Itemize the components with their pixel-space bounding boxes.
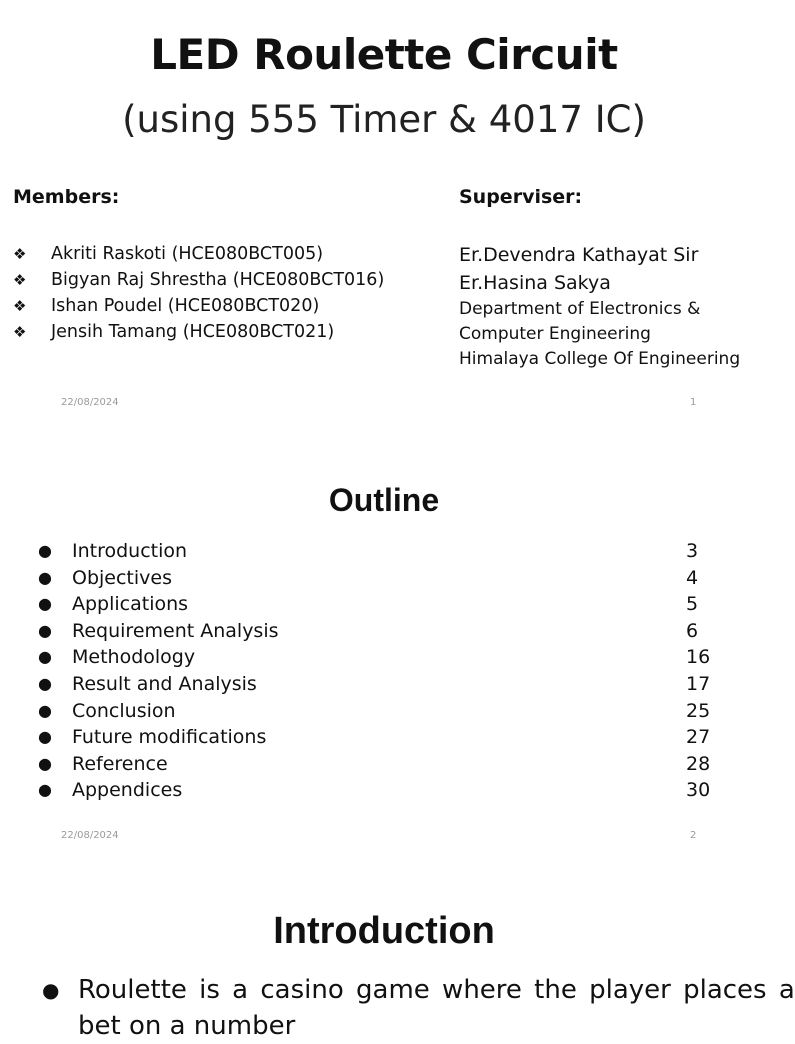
- outline-item-label: Reference: [72, 752, 168, 775]
- diamond-bullet-icon: ❖: [13, 245, 27, 263]
- dot-bullet-icon: ●: [38, 567, 52, 587]
- outline-item: [38, 644, 718, 671]
- supervisor-name: Er.Devendra Kathayat Sir: [459, 244, 699, 266]
- department-line: Department of Electronics &: [459, 299, 701, 319]
- outline-item: [38, 565, 718, 592]
- outline-item-page: 16: [686, 646, 711, 669]
- supervisor-heading: Superviser:: [459, 186, 583, 208]
- dot-bullet-icon: ●: [38, 620, 52, 640]
- outline-item-label: Conclusion: [72, 699, 176, 722]
- dot-bullet-icon: ●: [38, 647, 52, 667]
- department-line: Computer Engineering: [459, 324, 651, 344]
- member-name: Bigyan Raj Shrestha (HCE080BCT016): [51, 270, 385, 290]
- slide-number: 1: [690, 397, 697, 408]
- member-name: Ishan Poudel (HCE080BCT020): [51, 296, 320, 316]
- outline-item-label: Result and Analysis: [72, 672, 257, 695]
- outline-item: [38, 618, 718, 645]
- slide-outline: [0, 432, 768, 864]
- outline-item: [38, 591, 718, 618]
- members-heading: Members:: [13, 186, 120, 208]
- outline-item-label: Methodology: [72, 646, 196, 669]
- outline-item-page: 4: [686, 566, 699, 589]
- outline-item-label: Applications: [72, 593, 189, 616]
- member-name: Akriti Raskoti (HCE080BCT005): [51, 244, 324, 264]
- outline-item-label: Objectives: [72, 566, 172, 589]
- outline-item-page: 25: [686, 699, 711, 722]
- introduction-text-line: Roulette is a casino game where the player places a: [78, 975, 795, 1005]
- dot-bullet-icon: ●: [38, 594, 52, 614]
- members-list: [13, 241, 384, 345]
- diamond-bullet-icon: ❖: [13, 297, 27, 315]
- outline-item: [38, 538, 718, 565]
- diamond-bullet-icon: ❖: [13, 323, 27, 341]
- slide-title: [0, 0, 768, 432]
- outline-item: [38, 698, 718, 725]
- footer-date: 22/08/2024: [61, 830, 119, 841]
- outline-heading: Outline: [328, 482, 440, 518]
- outline-item-page: 3: [686, 540, 699, 562]
- dot-bullet-icon: ●: [38, 780, 52, 800]
- dot-bullet-icon: ●: [38, 753, 52, 773]
- member-item: [13, 319, 384, 345]
- slide-number: 2: [690, 830, 697, 841]
- footer-date: 22/08/2024: [61, 397, 119, 408]
- department-line: Himalaya College Of Engineering: [459, 349, 741, 369]
- outline-item-page: 17: [686, 672, 711, 695]
- outline-list: [38, 538, 718, 804]
- supervisor-block: [459, 241, 740, 372]
- dot-bullet-icon: ●: [42, 978, 60, 1002]
- introduction-text-line: bet on a number: [78, 1011, 296, 1041]
- supervisor-name: Er.Hasina Sakya: [459, 272, 611, 294]
- outline-item-label: Future modifications: [72, 726, 267, 749]
- outline-item: [38, 671, 718, 698]
- outline-item-page: 27: [686, 726, 711, 749]
- outline-item-page: 5: [686, 593, 699, 616]
- member-name: Jensih Tamang (HCE080BCT021): [51, 322, 335, 342]
- member-item: [13, 267, 384, 293]
- slide-introduction: [0, 864, 795, 1041]
- dot-bullet-icon: ●: [38, 541, 52, 560]
- outline-item-label: Appendices: [72, 779, 183, 802]
- outline-item-label: Requirement Analysis: [72, 619, 279, 642]
- introduction-bullet: [42, 972, 795, 1008]
- outline-item: [38, 751, 718, 778]
- dot-bullet-icon: ●: [38, 700, 52, 720]
- dot-bullet-icon: ●: [38, 727, 52, 747]
- diamond-bullet-icon: ❖: [13, 271, 27, 289]
- member-item: [13, 293, 384, 319]
- outline-item-page: 6: [686, 619, 699, 642]
- outline-item-page: 30: [686, 779, 711, 802]
- introduction-heading: Introduction: [273, 910, 495, 952]
- outline-item-page: 28: [686, 752, 711, 775]
- member-item: [13, 241, 384, 267]
- slide-subtitle: (using 555 Timer & 4017 IC): [122, 98, 646, 141]
- outline-item: [38, 777, 718, 804]
- outline-item: [38, 724, 718, 751]
- dot-bullet-icon: ●: [38, 673, 52, 693]
- slide-title-heading: LED Roulette Circuit: [150, 30, 618, 79]
- outline-item-label: Introduction: [72, 540, 188, 562]
